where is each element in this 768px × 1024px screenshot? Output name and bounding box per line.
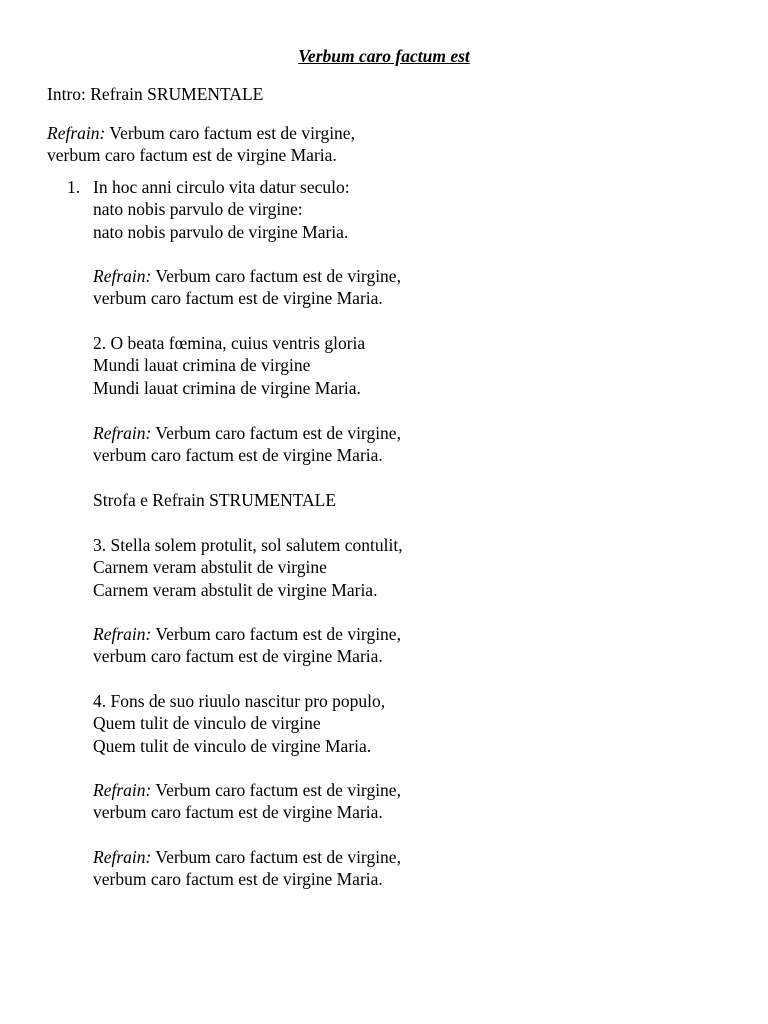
verse-1-line-3: nato nobis parvulo de virgine Maria. <box>93 221 349 242</box>
refrain-text-1: Verbum caro factum est de virgine, <box>151 624 401 644</box>
verse-4-line-1: 4. Fons de suo riuulo nascitur pro populo, <box>93 691 386 711</box>
verse-1-line-2: nato nobis parvulo de virgine: <box>93 199 303 220</box>
refrain-after-verse-2 <box>93 422 401 467</box>
document-title: Verbum caro factum est <box>298 46 470 66</box>
refrain-line-2: verbum caro factum est de virgine Maria. <box>93 802 383 823</box>
refrain-line-2: verbum caro factum est de virgine Maria. <box>93 288 383 309</box>
refrain-line-2: verbum caro factum est de virgine Maria. <box>93 646 383 667</box>
verse-1 <box>93 176 350 243</box>
refrain-after-verse-4 <box>93 779 401 824</box>
refrain-label: Refrain: <box>93 780 152 800</box>
verse-1-line-1: In hoc anni circulo vita datur seculo: <box>93 177 350 197</box>
refrain-text-1: Verbum caro factum est de virgine, <box>151 780 401 800</box>
refrain-after-verse-3 <box>93 623 401 668</box>
verse-1-number: 1. <box>67 177 81 197</box>
refrain-line-1 <box>47 122 355 144</box>
refrain-label: Refrain: <box>47 123 106 143</box>
refrain-line-2: verbum caro factum est de virgine Maria. <box>93 869 383 890</box>
verse-4 <box>93 690 385 757</box>
refrain-label: Refrain: <box>93 847 152 867</box>
refrain-line-1 <box>93 422 401 444</box>
verse-3-line-2: Carnem veram abstulit de virgine <box>93 557 327 578</box>
refrain-first <box>47 122 355 167</box>
verse-2-line-2: Mundi lauat crimina de virgine <box>93 355 311 376</box>
verse-3 <box>93 534 403 601</box>
refrain-line-1 <box>93 265 401 287</box>
verse-4-line-2: Quem tulit de vinculo de virgine <box>93 713 321 734</box>
verse-2 <box>93 332 365 399</box>
verse-3-line-3: Carnem veram abstulit de virgine Maria. <box>93 579 378 600</box>
instrumental-line: Strofa e Refrain STRUMENTALE <box>93 490 337 510</box>
refrain-after-verse-1 <box>93 265 401 310</box>
refrain-text-1: Verbum caro factum est de virgine, <box>151 847 401 867</box>
refrain-line-2: verbum caro factum est de virgine Maria. <box>93 445 383 466</box>
refrain-final <box>93 846 401 891</box>
verse-2-line-1: 2. O beata fœmina, cuius ventris gloria <box>93 333 366 353</box>
verse-2-line-3: Mundi lauat crimina de virgine Maria. <box>93 377 361 398</box>
refrain-label: Refrain: <box>93 266 152 286</box>
refrain-text-1: Verbum caro factum est de virgine, <box>151 266 401 286</box>
refrain-line-1 <box>93 779 401 801</box>
refrain-line-1 <box>93 623 401 645</box>
instrumental-note <box>93 489 336 511</box>
verse-4-line-3: Quem tulit de vinculo de virgine Maria. <box>93 735 372 756</box>
refrain-text-1: Verbum caro factum est de virgine, <box>105 123 355 143</box>
refrain-label: Refrain: <box>93 624 152 644</box>
refrain-label: Refrain: <box>93 423 152 443</box>
refrain-text-1: Verbum caro factum est de virgine, <box>151 423 401 443</box>
intro-line: Intro: Refrain SRUMENTALE <box>47 84 264 104</box>
verse-3-line-1: 3. Stella solem protulit, sol salutem contulit, <box>93 535 403 555</box>
refrain-line-2: verbum caro factum est de virgine Maria. <box>47 145 337 166</box>
refrain-line-1 <box>93 846 401 868</box>
